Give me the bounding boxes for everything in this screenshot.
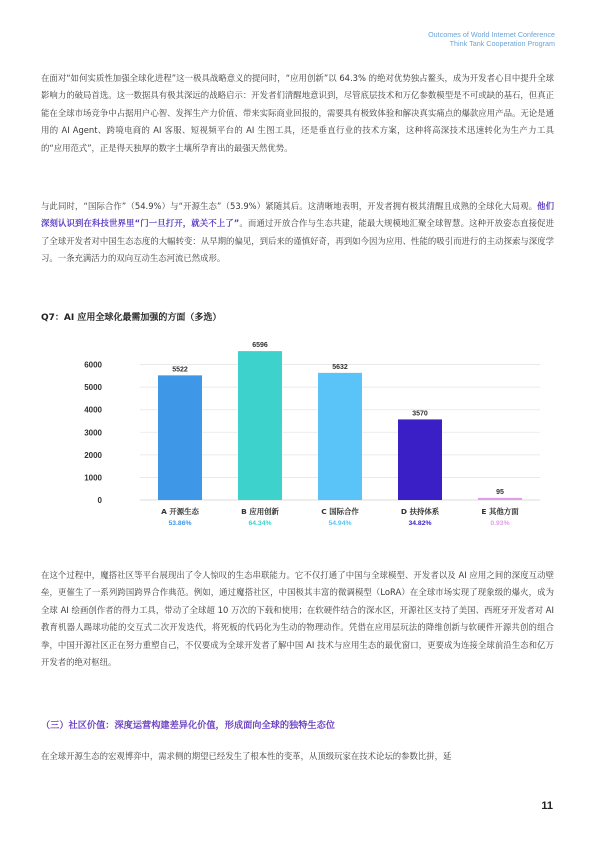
- x-tick-label: B 应用创新: [241, 507, 279, 516]
- data-label: 3570: [412, 410, 428, 418]
- percent-label: 54.94%: [328, 520, 352, 527]
- data-label: 6596: [252, 342, 268, 350]
- section-heading: （三）社区价值：深度运营构建差异化价值，形成面向全球的独特生态位: [41, 720, 335, 731]
- bar: [318, 373, 362, 500]
- x-tick-label: C 国际合作: [321, 507, 359, 516]
- paragraph-2-text-b: 。而通过开放合作与生态共建，能最大规模地汇聚全球智慧。这种开放姿态直接促进了全球开发者对中国生态态度的大幅转变：从早期的偏见，到后来的谨慎好奇，再到如今因为应用、性能的吸引而进行的主动探索与深度学习。一条充满活力的双向互动生态河流已然成形。: [41, 218, 555, 264]
- y-tick-label: 4000: [84, 405, 102, 415]
- bar: [398, 419, 442, 500]
- bar: [238, 351, 282, 500]
- percent-label: 34.82%: [408, 520, 432, 527]
- paragraph-2-text-a: 与此同时，“国际合作”（54.9%）与“开源生态”（53.9%）紧随其后。这清晰地表明，开发者拥有极其清醒且成熟的全球化大局观。: [41, 201, 538, 211]
- percent-label: 53.86%: [168, 520, 192, 527]
- bar: [158, 375, 202, 500]
- percent-label: 0.93%: [490, 520, 510, 527]
- percent-label: 64.34%: [248, 520, 272, 527]
- paragraph-3: 在这个过程中，魔搭社区等平台展现出了令人惊叹的生态串联能力。它不仅打通了中国与全球模型、开发者以及 AI 应用之间的深度互动壁垒，更催生了一系列跨国跨界合作典范。例如，通过魔搭社区，中国极其丰富的微调模型（LoRA）在全球市场实现了现象级的爆火，成为全球 AI 绘画创作者的得力工具，带动了全球超 10 万次的下载和使用；在软硬件结合的深水区，开源社区支持了美国、西班牙开发者对 AI 教育机器人踢球功能的交互式二次开发迭代，将死板的代码化为生动的物理动作。凭借在应用层玩法的降维创新与软硬件开源共创的组合拳，中国开源社区正在努力重塑自己，不仅要成为全球开发者了解中国 AI 技术与应用生态的最优窗口，更要成为连接全球前沿生态和亿万开发者的绝对枢纽。: [41, 570, 554, 668]
- x-tick-label: A 开源生态: [161, 507, 199, 516]
- x-tick-label: D 扶持体系: [400, 507, 440, 516]
- question-title: Q7：AI 应用全球化最需加强的方面（多选）: [41, 313, 222, 323]
- data-label: 5522: [172, 366, 188, 374]
- y-tick-label: 2000: [84, 450, 102, 460]
- report-header: [428, 30, 555, 48]
- bar-chart: [30, 330, 550, 535]
- x-tick-label: E 其他方面: [481, 507, 519, 516]
- header-line-2: Think Tank Cooperation Program: [449, 39, 555, 48]
- y-tick-label: 5000: [84, 383, 102, 393]
- y-tick-label: 0: [97, 496, 102, 505]
- paragraph-2: [41, 198, 554, 268]
- page-number: 11: [541, 800, 553, 812]
- paragraph-1: 在面对“如何实质性加强全球化进程”这一极具战略意义的提问时，“应用创新”以 64.3% 的绝对优势独占鳌头，成为开发者心目中提升全球影响力的破局首选。这一数据具有极其深远的战略启示：开发者们清醒地意识到，尽管底层技术和万亿参数模型是不可或缺的基石，但真正能在全球市场竞争中占据用户心智、发挥生产力价值、带来实际商业回报的，需要具有极致体验和解决真实痛点的爆款应用产品。无论是通用的 AI Agent、跨境电商的 AI 客服、短视频平台的 AI 生图工具，还是垂直行业的技术方案，这种将高深技术迅速转化为生产力工具的“应用范式”，正是得天独厚的数字土壤所孕育出的最强天然优势。: [41, 73, 554, 153]
- y-tick-label: 6000: [84, 360, 102, 370]
- y-tick-label: 3000: [84, 428, 102, 438]
- paragraph-4: 在全球开源生态的宏观博弈中，需求侧的期望已经发生了根本性的变革，从顶级玩家在技术论坛的参数比拼，延: [41, 751, 452, 761]
- paragraph-2-highlight: 他们深刻认识到在科技世界里“门一旦打开，就关不上了”: [41, 201, 555, 229]
- header-line-1: Outcomes of World Internet Conference: [428, 30, 555, 39]
- data-label: 5632: [332, 363, 348, 371]
- data-label: 95: [496, 488, 504, 496]
- bar: [478, 498, 522, 500]
- y-tick-label: 1000: [84, 473, 102, 483]
